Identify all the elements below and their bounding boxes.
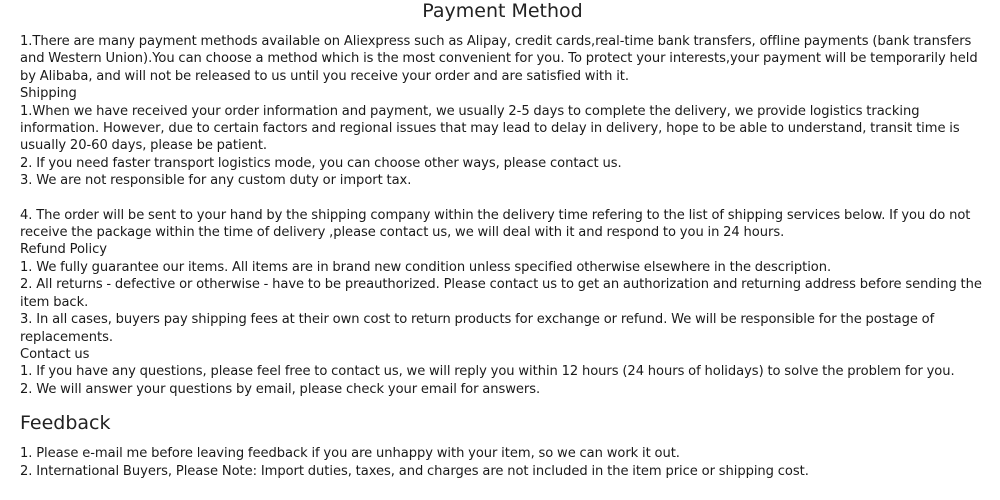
contact-us-label: Contact us [20, 346, 90, 362]
feedback-heading: Feedback [20, 412, 111, 435]
feedback-item-1: 1. Please e-mail me before leaving feedback if you are unhappy with your item, so we can work it out. [20, 446, 680, 462]
contact-item-2: 2. We will answer your questions by email, please check your email for answers. [20, 381, 541, 397]
payment-item-1: 1.There are many payment methods available on Aliexpress such as Alipay, credit cards,real-time bank transfers, offline payments (bank transfers and Western Union).You can choose a method which is the most convenient for you. To protect your interests,your payment will be temporarily held by Alibaba, and will not be released to us until you receive your order and are satisfied with it. [20, 34, 978, 84]
refund-policy-label: Refund Policy [20, 242, 107, 258]
policy-text-block [20, 33, 985, 398]
refund-item-3: 3. In all cases, buyers pay shipping fees at their own cost to return products for exchange or refund. We will be responsible for the postage of replacements. [20, 312, 935, 345]
policy-page [20, 0, 985, 500]
refund-item-2: 2. All returns - defective or otherwise - have to be preauthorized. Please contact us to get an authorization and returning address before sending the item back. [20, 277, 982, 310]
feedback-list [20, 445, 985, 480]
shipping-label: Shipping [20, 86, 77, 102]
shipping-item-1: 1.When we have received your order information and payment, we usually 2-5 days to complete the delivery, we provide logistics tracking information. However, due to certain factors and regional issues that may lead to delay in delivery, hope to be able to understand, transit time is usually 20-60 days, please be patient. [20, 103, 960, 154]
payment-method-title: Payment Method [422, 0, 583, 22]
shipping-item-4: 4. The order will be sent to your hand by the shipping company within the delivery time refering to the list of shipping services below. If you do not receive the package within the time of delivery ,please contact us, we will deal with it and respond to you in 24 hours. [20, 207, 971, 241]
paragraph-gap [20, 190, 985, 207]
shipping-item-3: 3. We are not responsible for any custom duty or import tax. [20, 173, 412, 189]
refund-item-1: 1. We fully guarantee our items. All items are in brand new condition unless specified otherwise elsewhere in the description. [20, 259, 832, 275]
contact-item-1: 1. If you have any questions, please feel free to contact us, we will reply you within 12 hours (24 hours of holidays) to solve the problem for you. [20, 364, 955, 380]
shipping-item-2: 2. If you need faster transport logistics mode, you can choose other ways, please contact us. [20, 155, 622, 171]
feedback-item-2: 2. International Buyers, Please Note: Import duties, taxes, and charges are not included in the item price or shipping cost. [20, 463, 809, 479]
